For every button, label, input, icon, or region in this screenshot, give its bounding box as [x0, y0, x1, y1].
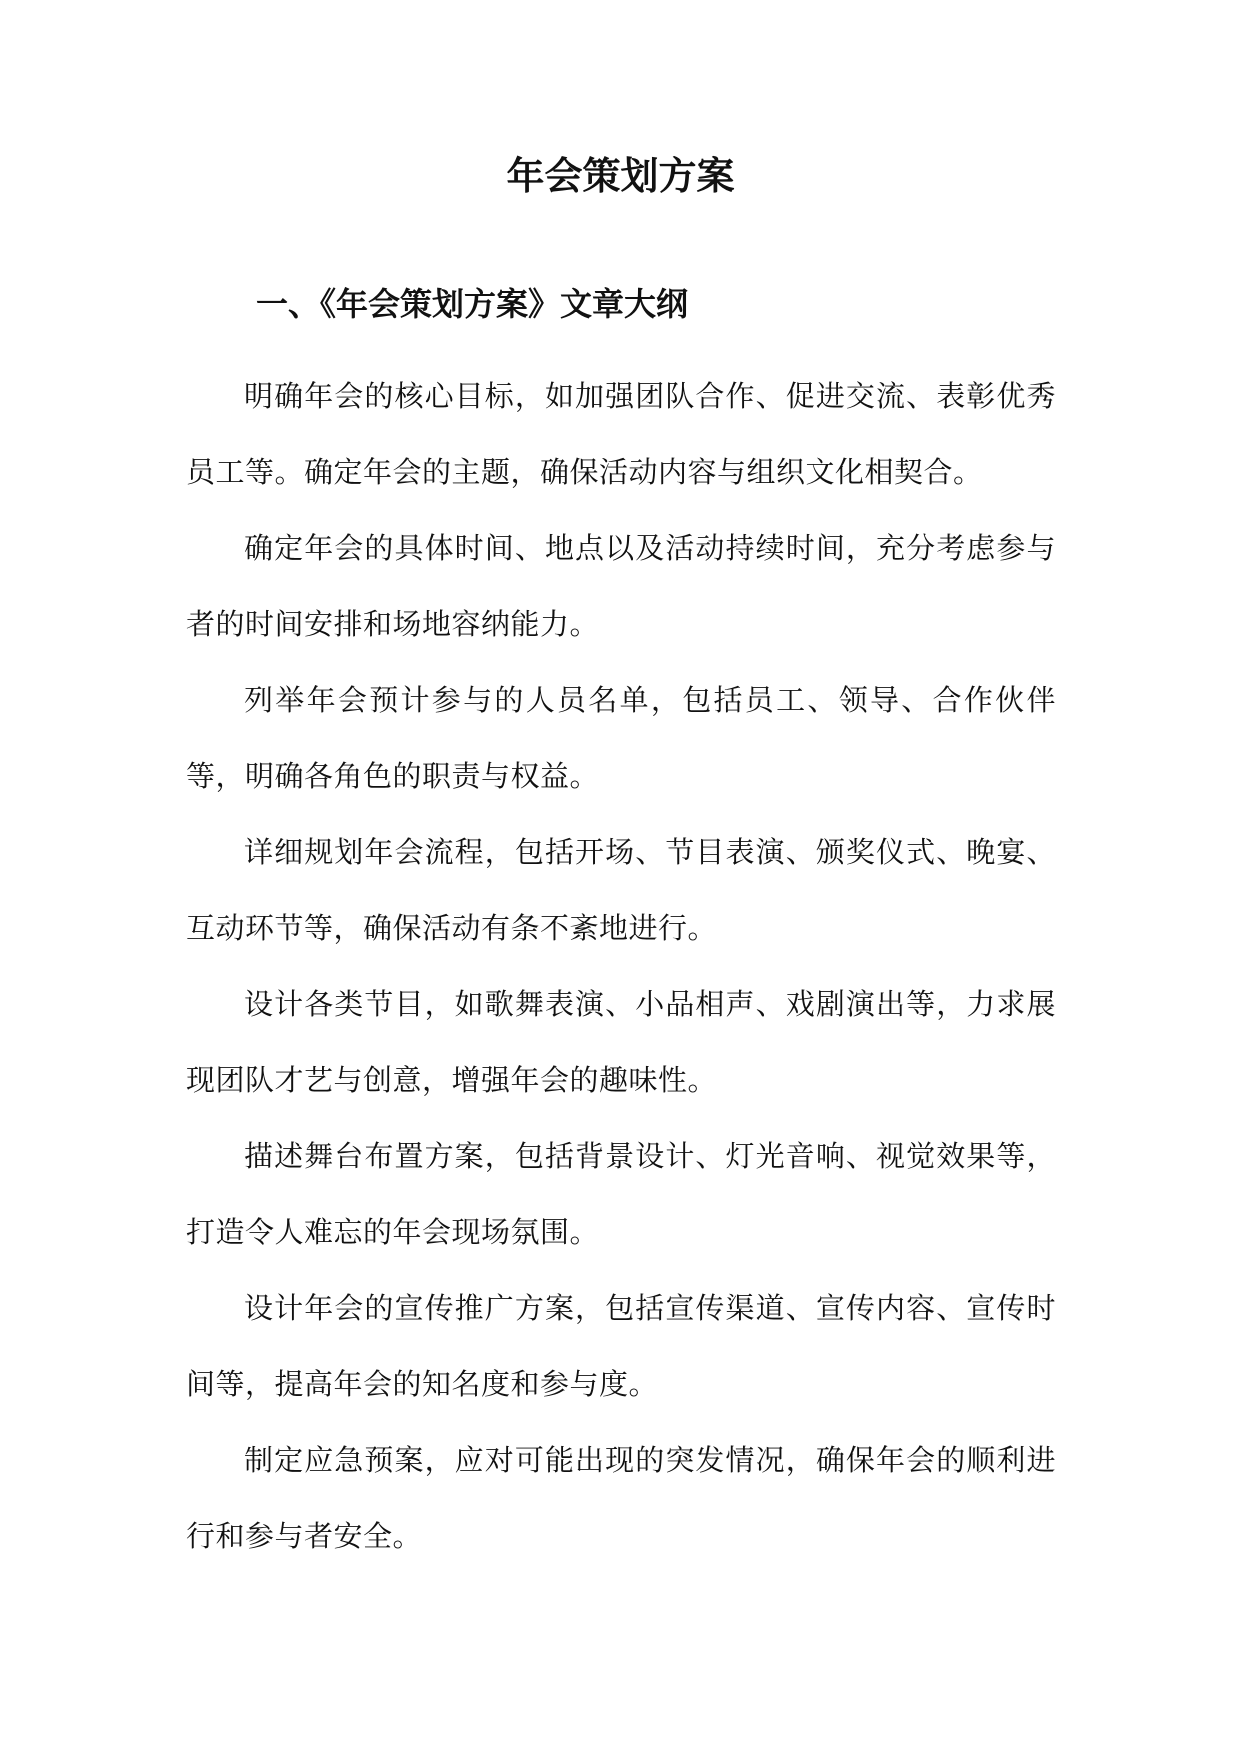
- paragraph: 详细规划年会流程，包括开场、节目表演、颁奖仪式、晚宴、互动环节等，确保活动有条不紊地进行。: [186, 835, 1056, 945]
- paragraph: 设计各类节目，如歌舞表演、小品相声、戏剧演出等，力求展现团队才艺与创意，增强年会的趣味性。: [186, 987, 1056, 1097]
- paragraph: 描述舞台布置方案，包括背景设计、灯光音响、视觉效果等，打造令人难忘的年会现场氛围。: [186, 1139, 1056, 1249]
- paragraph: 设计年会的宣传推广方案，包括宣传渠道、宣传内容、宣传时间等，提高年会的知名度和参与度。: [186, 1291, 1056, 1401]
- document-body: [186, 358, 1056, 1574]
- paragraph: 确定年会的具体时间、地点以及活动持续时间，充分考虑参与者的时间安排和场地容纳能力。: [186, 531, 1056, 641]
- section-heading: 一、《年会策划方案》文章大纲: [256, 285, 689, 323]
- paragraph: 制定应急预案，应对可能出现的突发情况，确保年会的顺利进行和参与者安全。: [186, 1443, 1056, 1553]
- paragraph: 列举年会预计参与的人员名单，包括员工、领导、合作伙伴等，明确各角色的职责与权益。: [186, 683, 1056, 793]
- paragraph: 明确年会的核心目标，如加强团队合作、促进交流、表彰优秀员工等。确定年会的主题，确保活动内容与组织文化相契合。: [186, 379, 1056, 489]
- document-title: 年会策划方案: [506, 154, 735, 198]
